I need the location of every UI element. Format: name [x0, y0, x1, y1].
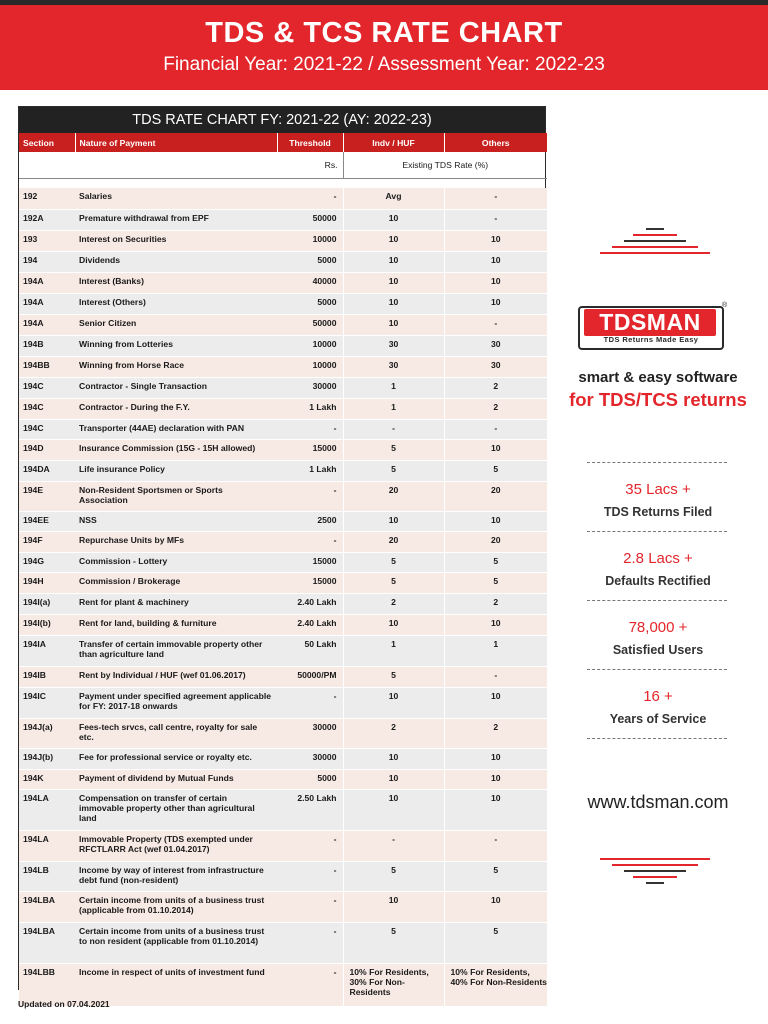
row-others: - — [444, 419, 547, 439]
row-indv-huf: 5 — [343, 439, 444, 460]
row-nature: Salaries — [75, 188, 277, 209]
divider — [587, 600, 727, 601]
row-others: 10 — [444, 614, 547, 635]
row-indv-huf: 10 — [343, 230, 444, 251]
row-nature: Non-Resident Sportsmen or Sports Association — [75, 481, 277, 511]
row-indv-huf: 10 — [343, 209, 444, 230]
row-threshold: - — [277, 531, 343, 552]
row-indv-huf: 1 — [343, 635, 444, 666]
row-section: 194I(b) — [19, 614, 75, 635]
rate-table — [19, 133, 547, 1007]
row-indv-huf: 10 — [343, 687, 444, 718]
row-nature: Rent for plant & machinery — [75, 593, 277, 614]
row-indv-huf: 10 — [343, 251, 444, 272]
table-row — [19, 511, 547, 531]
row-nature: Fee for professional service or royalty etc. — [75, 748, 277, 769]
row-indv-huf: 10 — [343, 789, 444, 830]
row-threshold: - — [277, 188, 343, 209]
row-threshold: - — [277, 891, 343, 922]
row-threshold: 1 Lakh — [277, 398, 343, 419]
row-nature: Commission - Lottery — [75, 552, 277, 572]
row-threshold: 10000 — [277, 356, 343, 377]
table-row — [19, 830, 547, 861]
row-others: - — [444, 666, 547, 687]
row-others: 10 — [444, 891, 547, 922]
row-threshold: 50000 — [277, 209, 343, 230]
row-section: 194D — [19, 439, 75, 460]
row-section: 194J(a) — [19, 718, 75, 748]
table-header-row — [19, 133, 547, 152]
row-indv-huf: 1 — [343, 398, 444, 419]
registered-mark: ® — [722, 302, 728, 309]
row-nature: Income in respect of units of investment fund — [75, 963, 277, 1006]
stat-label: Defaults Rectified — [605, 574, 711, 588]
tds-rate-table — [18, 106, 547, 997]
row-nature: Certain income from units of a business trust to non resident (applicable from 01.10.2014) — [75, 922, 277, 963]
row-nature: Commission / Brokerage — [75, 572, 277, 593]
row-section: 192 — [19, 188, 75, 209]
table-row — [19, 718, 547, 748]
table-row — [19, 230, 547, 251]
row-others: 30 — [444, 335, 547, 356]
row-section: 194I(a) — [19, 593, 75, 614]
row-nature: Life insurance Policy — [75, 460, 277, 481]
row-threshold: 2.40 Lakh — [277, 593, 343, 614]
row-indv-huf: 10 — [343, 891, 444, 922]
row-indv-huf: - — [343, 419, 444, 439]
table-row — [19, 861, 547, 891]
row-threshold: 15000 — [277, 552, 343, 572]
row-section: 194LBA — [19, 891, 75, 922]
row-others: 30 — [444, 356, 547, 377]
page-title: TDS & TCS RATE CHART — [205, 17, 563, 49]
table-row — [19, 314, 547, 335]
row-section: 194 — [19, 251, 75, 272]
row-nature: Transfer of certain immovable property other than agriculture land — [75, 635, 277, 666]
row-threshold: 50 Lakh — [277, 635, 343, 666]
row-section: 194A — [19, 272, 75, 293]
row-section: 194DA — [19, 460, 75, 481]
table-row — [19, 293, 547, 314]
row-indv-huf: 5 — [343, 666, 444, 687]
row-others: 10 — [444, 748, 547, 769]
row-nature: Income by way of interest from infrastructure debt fund (non-resident) — [75, 861, 277, 891]
stat-label: Satisfied Users — [612, 643, 704, 657]
tdsman-logo — [578, 302, 728, 350]
row-section: 194LBB — [19, 963, 75, 1006]
row-indv-huf: 5 — [343, 460, 444, 481]
row-threshold: 40000 — [277, 272, 343, 293]
row-nature: Transporter (44AE) declaration with PAN — [75, 419, 277, 439]
stat-number: 35 Lacs + — [625, 481, 691, 498]
row-section: 194EE — [19, 511, 75, 531]
row-others: 1 — [444, 635, 547, 666]
table-row — [19, 272, 547, 293]
row-section: 194J(b) — [19, 748, 75, 769]
row-nature: Payment of dividend by Mutual Funds — [75, 769, 277, 789]
row-indv-huf: 30 — [343, 335, 444, 356]
row-indv-huf: 5 — [343, 922, 444, 963]
row-others: 10 — [444, 789, 547, 830]
col-indv-huf: Indv / HUF — [343, 133, 444, 152]
row-others: 2 — [444, 593, 547, 614]
row-threshold: 2.50 Lakh — [277, 789, 343, 830]
row-threshold: 5000 — [277, 769, 343, 789]
row-threshold: - — [277, 419, 343, 439]
row-section: 194C — [19, 419, 75, 439]
row-section: 194IA — [19, 635, 75, 666]
row-indv-huf: 30 — [343, 356, 444, 377]
row-nature: NSS — [75, 511, 277, 531]
row-others: 10 — [444, 251, 547, 272]
row-indv-huf: 10 — [343, 314, 444, 335]
table-row — [19, 188, 547, 209]
row-others: 20 — [444, 481, 547, 511]
row-nature: Dividends — [75, 251, 277, 272]
row-indv-huf: 10% For Residents, 30% For Non-Residents — [343, 963, 444, 1006]
row-nature: Payment under specified agreement applicable for FY: 2017-18 onwards — [75, 687, 277, 718]
row-threshold: 1 Lakh — [277, 460, 343, 481]
row-others: 5 — [444, 572, 547, 593]
row-section: 194A — [19, 293, 75, 314]
divider — [587, 669, 727, 670]
row-others: 2 — [444, 718, 547, 748]
decorative-lines-bottom — [600, 858, 710, 888]
divider — [587, 462, 727, 463]
stat-defaults — [560, 549, 756, 590]
row-section: 194LBA — [19, 922, 75, 963]
col-section: Section — [19, 133, 75, 152]
row-indv-huf: 10 — [343, 511, 444, 531]
col-others: Others — [444, 133, 547, 152]
row-section: 194G — [19, 552, 75, 572]
divider — [587, 738, 727, 739]
row-indv-huf: 2 — [343, 718, 444, 748]
row-threshold: 30000 — [277, 718, 343, 748]
row-section: 192A — [19, 209, 75, 230]
logo-tagline: TDS Returns Made Easy — [603, 335, 699, 344]
table-row — [19, 251, 547, 272]
row-nature: Fees-tech srvcs, call centre, royalty for sale etc. — [75, 718, 277, 748]
row-section: 194E — [19, 481, 75, 511]
stat-returns — [560, 480, 756, 521]
row-threshold: - — [277, 963, 343, 1006]
row-section: 194H — [19, 572, 75, 593]
row-threshold: 2.40 Lakh — [277, 614, 343, 635]
table-row — [19, 635, 547, 666]
row-indv-huf: 5 — [343, 552, 444, 572]
row-threshold: 50000/PM — [277, 666, 343, 687]
row-threshold: - — [277, 922, 343, 963]
stat-users — [560, 618, 756, 659]
updated-note: Updated on 07.04.2021 — [18, 999, 110, 1009]
table-row — [19, 687, 547, 718]
page-subtitle: Financial Year: 2021-22 / Assessment Year: 2022-23 — [163, 54, 605, 75]
table-row — [19, 891, 547, 922]
stat-years — [560, 687, 756, 728]
row-threshold: 5000 — [277, 293, 343, 314]
logo-text: TDSMAN — [584, 309, 716, 336]
row-indv-huf: 10 — [343, 614, 444, 635]
row-threshold: 5000 — [277, 251, 343, 272]
row-threshold: 15000 — [277, 439, 343, 460]
stat-number: 16 + — [643, 688, 673, 705]
row-section: 194IC — [19, 687, 75, 718]
col-nature: Nature of Payment — [75, 133, 277, 152]
row-nature: Contractor - Single Transaction — [75, 377, 277, 398]
table-row — [19, 666, 547, 687]
row-nature: Repurchase Units by MFs — [75, 531, 277, 552]
row-section: 194B — [19, 335, 75, 356]
table-row — [19, 552, 547, 572]
row-section: 193 — [19, 230, 75, 251]
row-threshold: 2500 — [277, 511, 343, 531]
table-row — [19, 748, 547, 769]
row-nature: Insurance Commission (15G - 15H allowed) — [75, 439, 277, 460]
row-others: 10 — [444, 230, 547, 251]
row-nature: Immovable Property (TDS exempted under RFCTLARR Act (wef 01.04.2017) — [75, 830, 277, 861]
table-row — [19, 481, 547, 511]
row-nature: Senior Citizen — [75, 314, 277, 335]
tagline-primary: smart & easy software — [578, 369, 738, 386]
row-indv-huf: 20 — [343, 481, 444, 511]
row-threshold: - — [277, 830, 343, 861]
row-section: 194A — [19, 314, 75, 335]
row-section: 194LA — [19, 830, 75, 861]
table-row — [19, 614, 547, 635]
col-threshold: Threshold — [277, 133, 343, 152]
table-subheader-row — [19, 152, 547, 178]
table-row — [19, 398, 547, 419]
row-threshold: 15000 — [277, 572, 343, 593]
row-indv-huf: 1 — [343, 377, 444, 398]
row-indv-huf: 10 — [343, 293, 444, 314]
row-others: 5 — [444, 861, 547, 891]
row-threshold: - — [277, 481, 343, 511]
row-section: 194BB — [19, 356, 75, 377]
row-others: 5 — [444, 460, 547, 481]
threshold-unit: Rs. — [277, 152, 343, 178]
row-indv-huf: 2 — [343, 593, 444, 614]
row-section: 194F — [19, 531, 75, 552]
row-others: - — [444, 314, 547, 335]
row-nature: Compensation on transfer of certain immovable property other than agricultural land — [75, 789, 277, 830]
row-indv-huf: 10 — [343, 748, 444, 769]
row-others: 5 — [444, 922, 547, 963]
row-indv-huf: 5 — [343, 572, 444, 593]
row-nature: Interest (Others) — [75, 293, 277, 314]
table-row — [19, 572, 547, 593]
row-others: - — [444, 188, 547, 209]
row-indv-huf: Avg — [343, 188, 444, 209]
table-row — [19, 922, 547, 963]
table-row — [19, 209, 547, 230]
website-link[interactable]: www.tdsman.com — [587, 792, 729, 812]
row-others: 2 — [444, 377, 547, 398]
row-nature: Premature withdrawal from EPF — [75, 209, 277, 230]
table-row — [19, 769, 547, 789]
page-header — [0, 5, 768, 90]
row-others: 10 — [444, 293, 547, 314]
tagline-secondary: for TDS/TCS returns — [569, 389, 747, 410]
row-others: 20 — [444, 531, 547, 552]
row-others: 5 — [444, 552, 547, 572]
row-threshold: 50000 — [277, 314, 343, 335]
row-section: 194C — [19, 377, 75, 398]
row-indv-huf: 10 — [343, 272, 444, 293]
row-nature: Interest on Securities — [75, 230, 277, 251]
table-row — [19, 439, 547, 460]
divider — [587, 531, 727, 532]
row-section: 194LB — [19, 861, 75, 891]
table-row — [19, 419, 547, 439]
row-indv-huf: 5 — [343, 861, 444, 891]
row-indv-huf: 10 — [343, 769, 444, 789]
row-nature: Rent by Individual / HUF (wef 01.06.2017) — [75, 666, 277, 687]
row-others: 10 — [444, 687, 547, 718]
row-threshold: 30000 — [277, 748, 343, 769]
stat-label: Years of Service — [609, 712, 707, 726]
row-threshold: - — [277, 861, 343, 891]
row-others: 10 — [444, 272, 547, 293]
row-threshold: - — [277, 687, 343, 718]
row-others: 10 — [444, 439, 547, 460]
decorative-lines-top — [600, 228, 710, 258]
row-others: - — [444, 209, 547, 230]
row-nature: Interest (Banks) — [75, 272, 277, 293]
rate-label: Existing TDS Rate (%) — [343, 152, 547, 178]
row-nature: Contractor - During the F.Y. — [75, 398, 277, 419]
table-title: TDS RATE CHART FY: 2021-22 (AY: 2022-23) — [19, 107, 545, 133]
table-row — [19, 593, 547, 614]
stat-label: TDS Returns Filed — [603, 505, 713, 519]
row-others: 10% For Residents, 40% For Non-Residents — [444, 963, 547, 1006]
row-threshold: 10000 — [277, 335, 343, 356]
row-section: 194K — [19, 769, 75, 789]
table-row — [19, 377, 547, 398]
row-threshold: 30000 — [277, 377, 343, 398]
stat-number: 78,000 + — [628, 619, 688, 636]
row-indv-huf: - — [343, 830, 444, 861]
row-section: 194IB — [19, 666, 75, 687]
row-nature: Certain income from units of a business trust (applicable from 01.10.2014) — [75, 891, 277, 922]
table-row — [19, 356, 547, 377]
table-row — [19, 335, 547, 356]
stat-number: 2.8 Lacs + — [623, 550, 693, 567]
row-threshold: 10000 — [277, 230, 343, 251]
table-row — [19, 460, 547, 481]
row-others: - — [444, 830, 547, 861]
row-others: 2 — [444, 398, 547, 419]
row-others: 10 — [444, 511, 547, 531]
row-indv-huf: 20 — [343, 531, 444, 552]
row-section: 194LA — [19, 789, 75, 830]
table-row — [19, 789, 547, 830]
table-row — [19, 531, 547, 552]
row-others: 10 — [444, 769, 547, 789]
row-nature: Rent for land, building & furniture — [75, 614, 277, 635]
row-section: 194C — [19, 398, 75, 419]
row-nature: Winning from Horse Race — [75, 356, 277, 377]
row-nature: Winning from Lotteries — [75, 335, 277, 356]
